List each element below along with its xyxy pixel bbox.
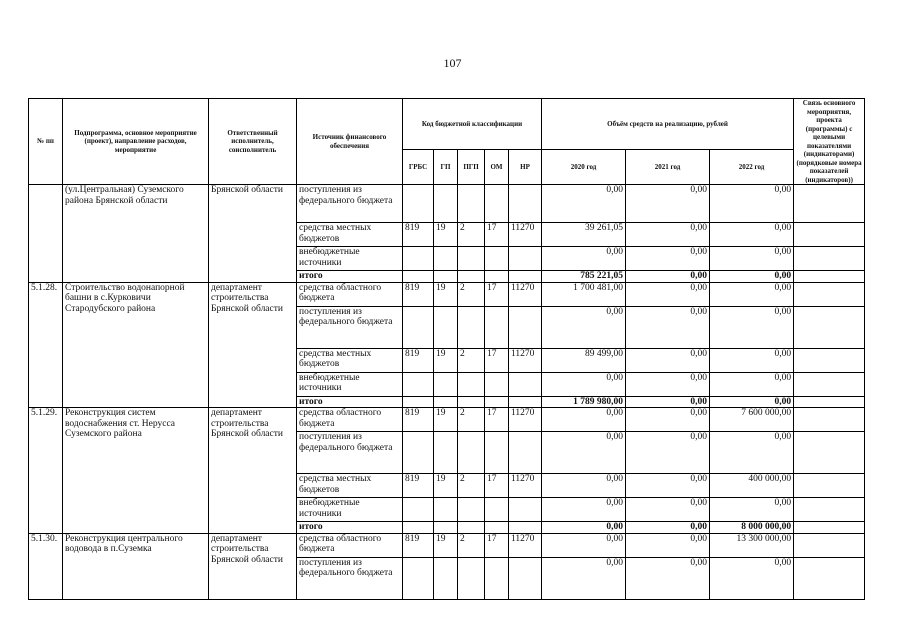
header-nr: НР: [509, 150, 542, 185]
row-2022: 0,00: [710, 498, 794, 522]
row-nr: [509, 271, 542, 283]
row-source: поступления из федерального бюджета: [297, 306, 403, 348]
row-nr: 11270: [509, 223, 542, 247]
row-link: [794, 408, 865, 432]
row-nr: 11270: [509, 348, 542, 372]
row-source: итого: [297, 271, 403, 283]
row-link: [794, 432, 865, 474]
row-gp: 19: [434, 223, 458, 247]
header-om: ОМ: [485, 150, 509, 185]
row-grbs: [403, 432, 434, 474]
row-grbs: 819: [403, 408, 434, 432]
row-2021: 0,00: [626, 498, 710, 522]
row-gp: [434, 557, 458, 599]
row-om: [485, 396, 509, 408]
row-om: [485, 498, 509, 522]
row-source: итого: [297, 522, 403, 534]
row-nr: [509, 557, 542, 599]
row-source: внебюджетные источники: [297, 247, 403, 271]
row-pgp: 2: [458, 408, 485, 432]
row-2021: 0,00: [626, 522, 710, 534]
row-2020: 0,00: [542, 247, 626, 271]
row-link: [794, 282, 865, 306]
table-row: [29, 185, 865, 223]
row-pgp: [458, 185, 485, 223]
row-source: средства местных бюджетов: [297, 474, 403, 498]
row-link: [794, 223, 865, 247]
table-body: [29, 185, 865, 600]
header-executor: Ответственный исполнитель, соисполнитель: [209, 99, 297, 185]
page-number: 107: [443, 56, 462, 70]
row-gp: [434, 522, 458, 534]
row-gp: [434, 185, 458, 223]
row-program: Реконструкция систем водоснабжения ст. Нерусса Суземского района: [63, 408, 209, 534]
row-om: 17: [485, 474, 509, 498]
row-2022: 13 300 000,00: [710, 533, 794, 557]
row-2020: 0,00: [542, 522, 626, 534]
row-nr: 11270: [509, 533, 542, 557]
row-link: [794, 247, 865, 271]
row-gp: [434, 498, 458, 522]
row-2022: 0,00: [710, 247, 794, 271]
row-number: [29, 185, 63, 283]
row-gp: 19: [434, 533, 458, 557]
row-om: 17: [485, 408, 509, 432]
row-link: [794, 372, 865, 396]
row-2021: 0,00: [626, 474, 710, 498]
header-budget-code: Код бюджетной классификации: [403, 99, 542, 150]
row-nr: [509, 396, 542, 408]
row-program: Строительство водонапорной башни в с.Курковичи Стародубского района: [63, 282, 209, 408]
row-source: средства местных бюджетов: [297, 223, 403, 247]
row-grbs: [403, 522, 434, 534]
row-2022: 0,00: [710, 348, 794, 372]
header-link: Связь основного мероприятия, проекта (программы) с целевыми показателями (индикаторами) (порядковые номера показателей (индикаторов)): [794, 99, 865, 185]
row-2020: 0,00: [542, 408, 626, 432]
header-program: Подпрограмма, основное мероприятие (проект), направление расходов, мероприятие: [63, 99, 209, 185]
row-2022: 400 000,00: [710, 474, 794, 498]
row-grbs: [403, 306, 434, 348]
table-header: [29, 99, 865, 185]
row-2020: 0,00: [542, 432, 626, 474]
row-pgp: [458, 306, 485, 348]
row-pgp: [458, 396, 485, 408]
row-2022: 0,00: [710, 185, 794, 223]
row-link: [794, 498, 865, 522]
row-pgp: 2: [458, 474, 485, 498]
row-om: [485, 185, 509, 223]
row-link: [794, 306, 865, 348]
header-2022: 2022 год: [710, 150, 794, 185]
row-2020: 0,00: [542, 533, 626, 557]
row-om: [485, 271, 509, 283]
row-om: [485, 372, 509, 396]
row-executor: департамент строительства Брянской области: [209, 282, 297, 408]
row-gp: [434, 372, 458, 396]
row-source: средства местных бюджетов: [297, 348, 403, 372]
row-om: 17: [485, 348, 509, 372]
row-grbs: 819: [403, 282, 434, 306]
row-2021: 0,00: [626, 306, 710, 348]
row-2022: 0,00: [710, 372, 794, 396]
row-2021: 0,00: [626, 432, 710, 474]
row-2020: 0,00: [542, 557, 626, 599]
header-gp: ГП: [434, 150, 458, 185]
row-grbs: 819: [403, 533, 434, 557]
row-2022: 0,00: [710, 557, 794, 599]
row-executor: департамент строительства Брянской области: [209, 533, 297, 599]
header-num: № пп: [29, 99, 63, 185]
row-2021: 0,00: [626, 282, 710, 306]
row-pgp: 2: [458, 223, 485, 247]
row-grbs: [403, 185, 434, 223]
row-nr: 11270: [509, 408, 542, 432]
row-link: [794, 533, 865, 557]
row-link: [794, 522, 865, 534]
row-link: [794, 396, 865, 408]
row-2022: 0,00: [710, 306, 794, 348]
row-2021: 0,00: [626, 271, 710, 283]
row-program: (ул.Центральная) Суземского района Брянской области: [63, 185, 209, 283]
row-gp: [434, 306, 458, 348]
row-2022: 0,00: [710, 432, 794, 474]
row-2022: 8 000 000,00: [710, 522, 794, 534]
row-pgp: [458, 498, 485, 522]
row-executor: департамент строительства Брянской области: [209, 408, 297, 534]
row-nr: 11270: [509, 474, 542, 498]
row-gp: 19: [434, 282, 458, 306]
table-row: [29, 282, 865, 306]
row-om: [485, 306, 509, 348]
row-2022: 7 600 000,00: [710, 408, 794, 432]
row-link: [794, 557, 865, 599]
table-row: [29, 533, 865, 557]
row-source: средства областного бюджета: [297, 533, 403, 557]
row-grbs: [403, 271, 434, 283]
row-source: итого: [297, 396, 403, 408]
row-2021: 0,00: [626, 247, 710, 271]
row-nr: [509, 498, 542, 522]
row-2020: 0,00: [542, 474, 626, 498]
row-link: [794, 271, 865, 283]
row-source: внебюджетные источники: [297, 372, 403, 396]
row-2020: 89 499,00: [542, 348, 626, 372]
row-gp: 19: [434, 474, 458, 498]
row-link: [794, 474, 865, 498]
row-pgp: 2: [458, 282, 485, 306]
header-source: Источник финансового обеспечения: [297, 99, 403, 185]
row-2021: 0,00: [626, 533, 710, 557]
row-2022: 0,00: [710, 223, 794, 247]
row-source: поступления из федерального бюджета: [297, 185, 403, 223]
row-pgp: [458, 372, 485, 396]
row-gp: 19: [434, 408, 458, 432]
row-2020: 0,00: [542, 185, 626, 223]
row-2020: 785 221,05: [542, 271, 626, 283]
row-grbs: [403, 498, 434, 522]
row-number: 5.1.30.: [29, 533, 63, 599]
row-nr: 11270: [509, 282, 542, 306]
row-gp: 19: [434, 348, 458, 372]
row-2022: 0,00: [710, 282, 794, 306]
row-pgp: 2: [458, 348, 485, 372]
header-pgp: ПГП: [458, 150, 485, 185]
row-link: [794, 185, 865, 223]
row-executor: Брянской области: [209, 185, 297, 283]
row-nr: [509, 432, 542, 474]
row-program: Реконструкция центрального водовода в п.Суземка: [63, 533, 209, 599]
row-2021: 0,00: [626, 185, 710, 223]
budget-table: [28, 98, 865, 600]
row-om: 17: [485, 223, 509, 247]
row-gp: [434, 271, 458, 283]
header-grbs: ГРБС: [403, 150, 434, 185]
row-om: 17: [485, 533, 509, 557]
row-2022: 0,00: [710, 396, 794, 408]
row-grbs: 819: [403, 474, 434, 498]
row-pgp: [458, 432, 485, 474]
row-nr: [509, 247, 542, 271]
row-om: [485, 522, 509, 534]
row-source: средства областного бюджета: [297, 282, 403, 306]
row-source: поступления из федерального бюджета: [297, 432, 403, 474]
row-grbs: [403, 247, 434, 271]
row-number: 5.1.28.: [29, 282, 63, 408]
row-source: внебюджетные источники: [297, 498, 403, 522]
row-grbs: [403, 557, 434, 599]
row-gp: [434, 247, 458, 271]
row-source: поступления из федерального бюджета: [297, 557, 403, 599]
row-gp: [434, 432, 458, 474]
row-pgp: [458, 271, 485, 283]
row-2020: 1 700 481,00: [542, 282, 626, 306]
row-gp: [434, 396, 458, 408]
row-2020: 39 261,05: [542, 223, 626, 247]
row-2020: 0,00: [542, 306, 626, 348]
row-om: [485, 247, 509, 271]
row-grbs: 819: [403, 348, 434, 372]
row-nr: [509, 372, 542, 396]
header-volume: Объём средств на реализацию, рублей: [542, 99, 794, 150]
row-2021: 0,00: [626, 223, 710, 247]
row-nr: [509, 522, 542, 534]
row-om: [485, 557, 509, 599]
row-nr: [509, 306, 542, 348]
row-nr: [509, 185, 542, 223]
row-grbs: [403, 372, 434, 396]
row-2021: 0,00: [626, 408, 710, 432]
row-2021: 0,00: [626, 396, 710, 408]
row-pgp: [458, 557, 485, 599]
row-2020: 0,00: [542, 498, 626, 522]
row-source: средства областного бюджета: [297, 408, 403, 432]
row-2022: 0,00: [710, 271, 794, 283]
row-2021: 0,00: [626, 557, 710, 599]
row-om: 17: [485, 282, 509, 306]
row-grbs: [403, 396, 434, 408]
row-number: 5.1.29.: [29, 408, 63, 534]
row-link: [794, 348, 865, 372]
row-om: [485, 432, 509, 474]
table-row: [29, 408, 865, 432]
header-2020: 2020 год: [542, 150, 626, 185]
row-pgp: 2: [458, 533, 485, 557]
row-2021: 0,00: [626, 372, 710, 396]
row-grbs: 819: [403, 223, 434, 247]
row-pgp: [458, 522, 485, 534]
row-2021: 0,00: [626, 348, 710, 372]
row-2020: 0,00: [542, 372, 626, 396]
row-2020: 1 789 980,00: [542, 396, 626, 408]
header-2021: 2021 год: [626, 150, 710, 185]
row-pgp: [458, 247, 485, 271]
